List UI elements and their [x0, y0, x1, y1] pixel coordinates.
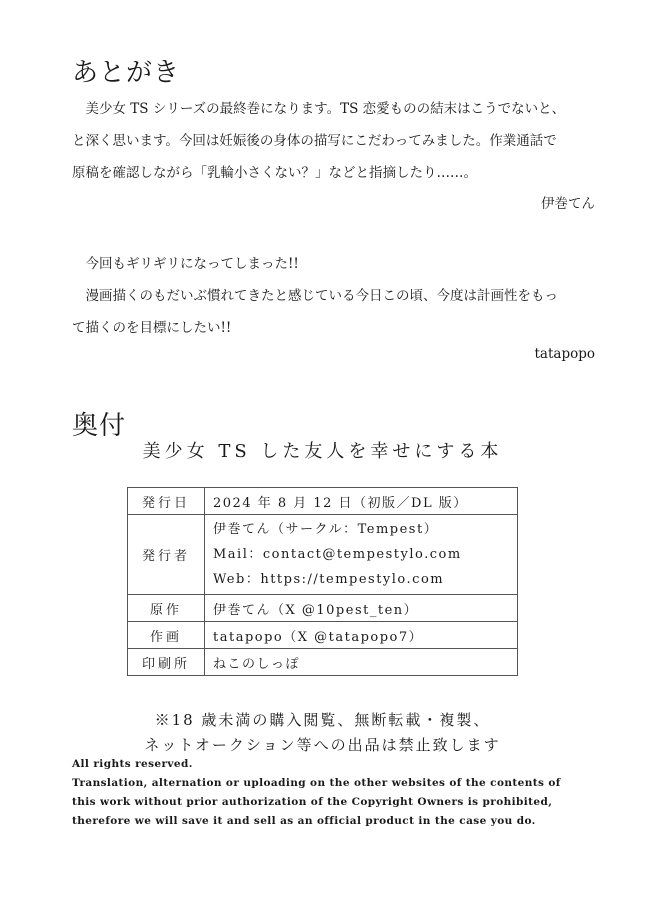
text-line: 美少女 TS シリーズの最終巻になります。TS 恋愛ものの結末はこうでないと、 — [72, 101, 566, 117]
afterword-heading: あとがき — [72, 58, 181, 88]
text-line: て描くのを目標にしたい!! — [72, 320, 232, 336]
table-row — [128, 622, 518, 649]
signature: tatapopo — [534, 346, 595, 362]
text-line: 原稿を確認しながら「乳輪小さくない？」などと指摘したり……。 — [72, 165, 477, 181]
table-row — [128, 595, 518, 622]
text-line: 今回もギリギリになってしまった!! — [72, 256, 299, 272]
row-value — [205, 515, 518, 595]
table-row — [128, 515, 518, 595]
notice-line: ※18 歳未満の購入閲覧、無断転載・複製、 — [154, 711, 491, 729]
row-label: 原作 — [128, 595, 205, 622]
row-label: 発行者 — [128, 515, 205, 595]
publisher-name: 伊巻てん（サークル：Tempest） — [213, 522, 439, 537]
rights-line: Translation, alternation or uploading on the other websites of the contents of — [72, 777, 561, 789]
rights-line: therefore we will save it and sell as an official product in the case you do. — [72, 815, 536, 827]
table-row — [128, 649, 518, 676]
book-title: 美少女 TS した友人を幸せにする本 — [142, 441, 503, 462]
row-label: 印刷所 — [128, 649, 205, 676]
row-value: 伊巻てん（X @10pest_ten） — [205, 595, 518, 622]
row-value: tatapopo（X @tatapopo7） — [205, 622, 518, 649]
publisher-web: Web：https://tempestylo.com — [213, 572, 445, 587]
table-row — [128, 488, 518, 515]
notice-line: ネットオークション等への出品は禁止致します — [144, 736, 501, 754]
rights-line: this work without prior authorization of the Copyright Owners is prohibited, — [72, 796, 553, 808]
row-label: 作画 — [128, 622, 205, 649]
colophon-heading: 奥付 — [72, 411, 127, 441]
colophon-table — [127, 487, 518, 676]
text-line: と深く思います。今回は妊娠後の身体の描写にこだわってみました。作業通話で — [72, 133, 557, 149]
text-line: 漫画描くのもだいぶ慣れてきたと感じている今日この頃、今度は計画性をもっ — [72, 288, 558, 304]
signature: 伊巻てん — [541, 196, 595, 212]
rights-line: All rights reserved. — [72, 758, 193, 770]
row-value: ねこのしっぽ — [205, 649, 518, 676]
row-label: 発行日 — [128, 488, 205, 515]
row-value: 2024 年 8 月 12 日（初版／DL 版） — [205, 488, 518, 515]
publisher-mail: Mail：contact@tempestylo.com — [213, 547, 462, 562]
